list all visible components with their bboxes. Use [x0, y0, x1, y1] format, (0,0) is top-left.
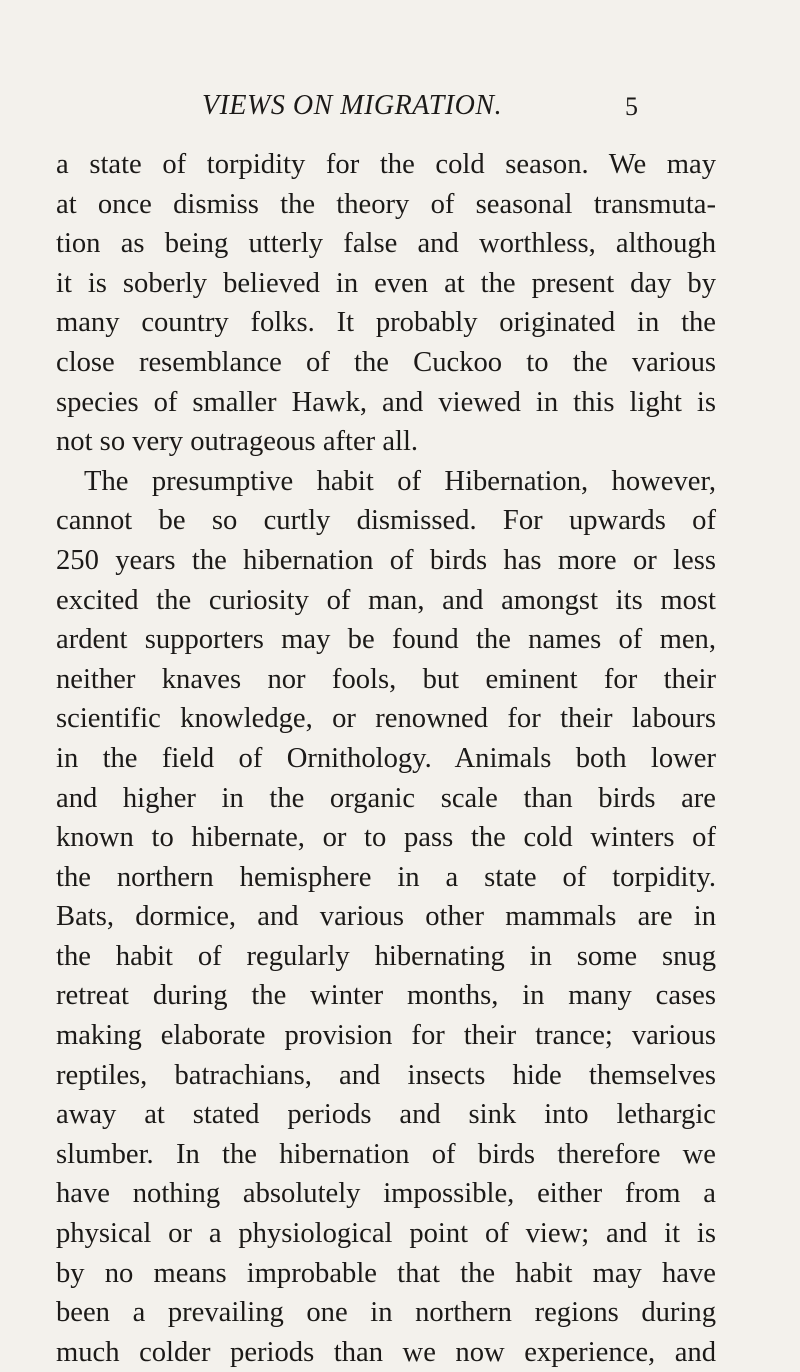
text-line: and higher in the organic scale than birds are — [56, 782, 716, 814]
text-line: a state of torpidity for the cold season. We may — [56, 149, 716, 180]
text-line: much colder periods than we now experience, and — [56, 1336, 716, 1368]
text-line: tion as being utterly false and worthless, although — [56, 228, 716, 260]
text-line: excited the curiosity of man, and amongst its most — [56, 584, 716, 616]
text-line: away at stated periods and sink into lethargic — [56, 1099, 716, 1131]
text-line: physical or a physiological point of view; and it is — [56, 1218, 716, 1250]
text-line: ardent supporters may be found the names of men, — [56, 624, 716, 656]
text-line: at once dismiss the theory of seasonal transmuta- — [56, 188, 716, 220]
text-line: Bats, dormice, and various other mammals are in — [56, 901, 716, 933]
text-line: reptiles, batrachians, and insects hide themselves — [56, 1059, 716, 1091]
text-line: species of smaller Hawk, and viewed in this light is — [56, 386, 716, 418]
running-head-title: VIEWS ON MIGRATION. — [202, 90, 503, 121]
text-line: been a prevailing one in northern regions during — [56, 1297, 716, 1329]
text-line: scientific knowledge, or renowned for their labours — [56, 703, 716, 735]
text-line: close resemblance of the Cuckoo to the various — [56, 346, 716, 378]
text-line: the northern hemisphere in a state of torpidity. — [56, 861, 716, 893]
text-line: in the field of Ornithology. Animals both lower — [56, 742, 716, 774]
text-line: have nothing absolutely impossible, either from a — [56, 1178, 716, 1210]
text-line: many country folks. It probably originated in the — [56, 307, 716, 339]
text-line: 250 years the hibernation of birds has more or less — [56, 544, 716, 576]
page-number: 5 — [625, 92, 638, 121]
text-line: retreat during the winter months, in many cases — [56, 980, 716, 1012]
text-line: cannot be so curtly dismissed. For upwards of — [56, 505, 716, 537]
text-line: not so very outrageous after all. — [56, 426, 419, 458]
text-line: known to hibernate, or to pass the cold winters of — [56, 822, 716, 854]
body-text — [56, 145, 716, 1372]
text-line: it is soberly believed in even at the present day by — [56, 267, 716, 299]
text-line: by no means improbable that the habit may have — [56, 1257, 716, 1289]
text-line: neither knaves nor fools, but eminent for their — [56, 663, 716, 695]
text-line: slumber. In the hibernation of birds therefore we — [56, 1138, 716, 1170]
text-line: the habit of regularly hibernating in some snug — [56, 940, 716, 972]
text-line: making elaborate provision for their trance; various — [56, 1020, 716, 1052]
text-line: The presumptive habit of Hibernation, however, — [84, 465, 716, 497]
